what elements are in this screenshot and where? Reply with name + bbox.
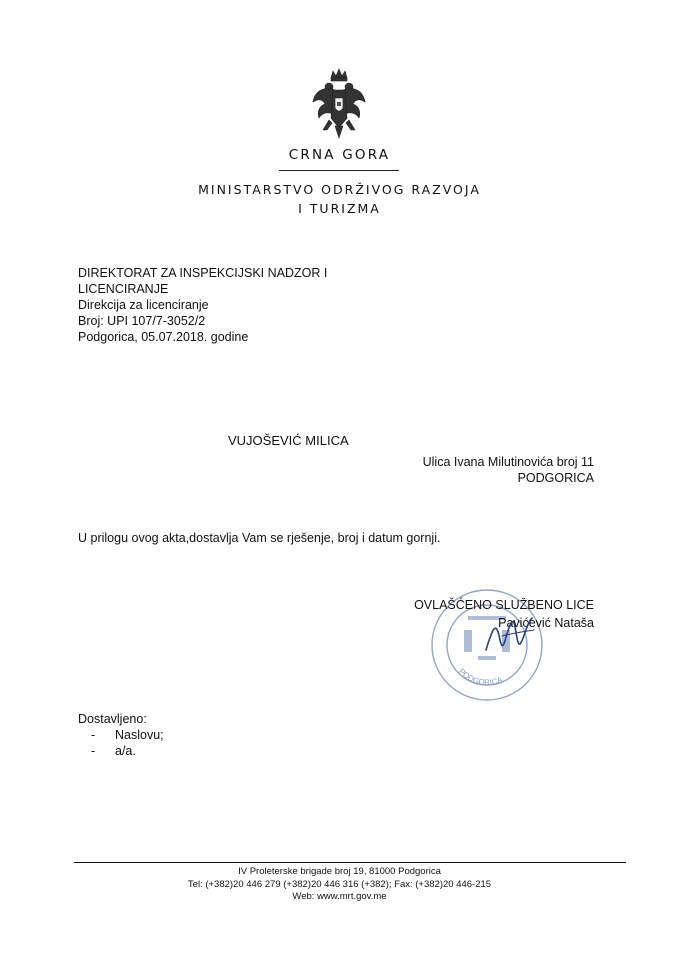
footer-website: Web: www.mrt.gov.me (292, 891, 387, 902)
list-bullet: - (91, 744, 96, 758)
reference-number: Broj: UPI 107/7-3052/2 (78, 314, 206, 328)
country-name: CRNA GORA (288, 147, 391, 163)
delivered-item (91, 744, 136, 758)
handwritten-signature (482, 610, 542, 660)
place-and-date: Podgorica, 05.07.2018. godine (78, 330, 249, 344)
coat-of-arms-emblem (311, 68, 367, 142)
svg-text:PODGORICA (457, 667, 504, 687)
footer-phone-fax: Tel: (+382)20 446 279 (+382)20 446 316 (+382); Fax: (+382)20 446-215 (187, 879, 492, 890)
footer-address: IV Proleterske brigade broj 19, 81000 Podgorica (238, 866, 441, 877)
sender-directorate-line2: LICENCIRANJE (78, 282, 169, 296)
sender-department: Direkcija za licenciranje (78, 298, 209, 312)
recipient-city: PODGORICA (517, 471, 594, 485)
delivered-item-text: a/a. (115, 744, 136, 758)
ministry-name-line1: MINISTARSTVO ODRŽIVOG RAZVOJA (198, 182, 481, 197)
sender-directorate-line1: DIREKTORAT ZA INSPEKCIJSKI NADZOR I (78, 266, 328, 280)
stamp-text: PODGORICA (456, 666, 504, 688)
footer-divider (74, 862, 626, 863)
header-divider (279, 170, 399, 171)
recipient-address: Ulica Ivana Milutinovića broj 11 (422, 455, 594, 469)
body-text: U prilogu ovog akta,dostavlja Vam se rješenje, broj i datum gornji. (78, 531, 441, 545)
delivered-heading: Dostavljeno: (78, 712, 147, 726)
recipient-name: VUJOŠEVIĆ MILICA (228, 433, 349, 448)
signatory-name: Pavićević Nataša (498, 616, 594, 630)
signatory-title: OVLAŠĆENO SLUŽBENO LICE (414, 598, 594, 612)
list-bullet: - (91, 728, 96, 742)
delivered-item (91, 728, 164, 742)
ministry-name-line2: I TURIZMA (298, 201, 381, 216)
delivered-item-text: Naslovu; (115, 728, 164, 742)
